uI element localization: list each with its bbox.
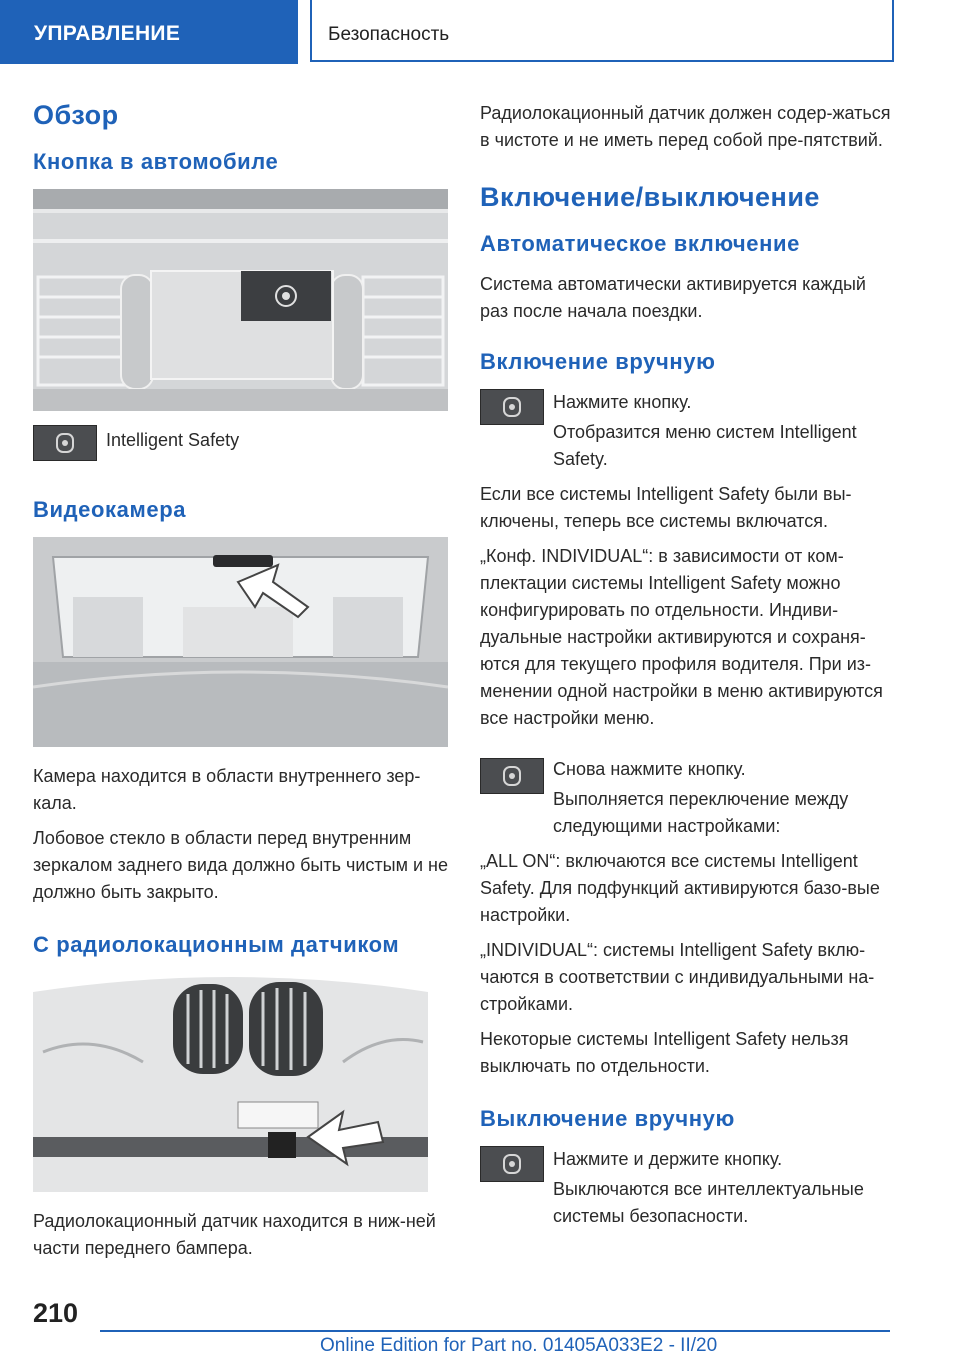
radar-sensor-figure xyxy=(33,972,428,1192)
camera-text-1: Камера находится в области внутреннего зер-кала. xyxy=(33,766,421,813)
press-text: Нажмите кнопку. xyxy=(553,392,692,412)
footer-rule xyxy=(100,1330,890,1332)
heading-button: Кнопка в автомобиле xyxy=(33,149,279,174)
individual-info: „Конф. INDIVIDUAL“: в зависимости от ком-плектации системы Intelligent Safety можно конфигурировать по отдельности. Индиви-дуальные настройки активируются и сохраня-ются для текущего профиля водителя. При из-менении одной настройки в меню активируются все настройки меню. xyxy=(480,546,883,728)
all-off-info: Если все системы Intelligent Safety были вы-ключены, теперь все системы включатся. xyxy=(480,484,852,531)
press-hold-text: Нажмите и держите кнопку. xyxy=(553,1149,783,1169)
radar-intro: Радиолокационный датчик должен содер-жаться в чистоте и не иметь перед собой пре-пятствий. xyxy=(480,103,891,150)
press-again-row xyxy=(480,756,892,818)
heading-radar: С радиолокационным датчиком xyxy=(33,932,400,957)
press-button-row xyxy=(480,389,892,451)
intelligent-safety-button-icon xyxy=(33,425,97,461)
heading-camera: Видеокамера xyxy=(33,497,187,522)
all-on-text: „ALL ON“: включаются все системы Intelligent Safety. Для подфункций активируются базо-вые настройки. xyxy=(480,851,880,925)
camera-text-2: Лобовое стекло в области перед внутренним зеркалом заднего вида должно быть чистым и не должно быть закрыто. xyxy=(33,828,448,902)
auto-on-text: Система автоматически активируется каждый раз после начала поездки. xyxy=(480,274,866,321)
dashboard-button-figure xyxy=(33,189,448,411)
switch-text: Выполняется переключение между следующими настройками: xyxy=(553,789,849,836)
heading-auto-on: Автоматическое включение xyxy=(480,231,800,256)
radar-text-1: Радиолокационный датчик находится в ниж-ней части переднего бампера. xyxy=(33,1211,436,1258)
heading-manual-on: Включение вручную xyxy=(480,349,716,374)
menu-shown-text: Отобразится меню систем Intelligent Safety. xyxy=(553,422,857,469)
heading-on-off: Включение/выключение xyxy=(480,182,820,212)
some-systems-text: Некоторые системы Intelligent Safety нельзя выключать по отдельности. xyxy=(480,1029,849,1076)
heading-manual-off: Выключение вручную xyxy=(480,1106,735,1131)
subsection-label: Безопасность xyxy=(328,24,450,45)
section-tab xyxy=(0,0,298,64)
page-title: Обзор xyxy=(33,100,119,130)
camera-location-figure xyxy=(33,537,448,747)
intelligent-safety-button-icon xyxy=(480,758,544,794)
intelligent-safety-button-icon xyxy=(480,389,544,425)
left-column xyxy=(33,100,448,1270)
intelligent-safety-button-icon xyxy=(480,1146,544,1182)
edition-text: Online Edition for Part no. 01405A033E2 - II/20 xyxy=(320,1335,718,1356)
subsection-box xyxy=(310,0,894,62)
right-column xyxy=(480,100,892,1238)
page-number: 210 xyxy=(33,1298,79,1328)
all-systems-off-text: Выключаются все интеллектуальные системы безопасности. xyxy=(553,1179,864,1226)
button-legend-row xyxy=(33,427,448,489)
section-label: УПРАВЛЕНИЕ xyxy=(34,22,181,45)
individual-on-text: „INDIVIDUAL“: системы Intelligent Safety вклю-чаются в соответствии с индивидуальными на-стройками. xyxy=(480,940,875,1014)
press-hold-row xyxy=(480,1146,892,1208)
press-again-text: Снова нажмите кнопку. xyxy=(553,759,746,779)
button-label: Intelligent Safety xyxy=(106,430,240,450)
